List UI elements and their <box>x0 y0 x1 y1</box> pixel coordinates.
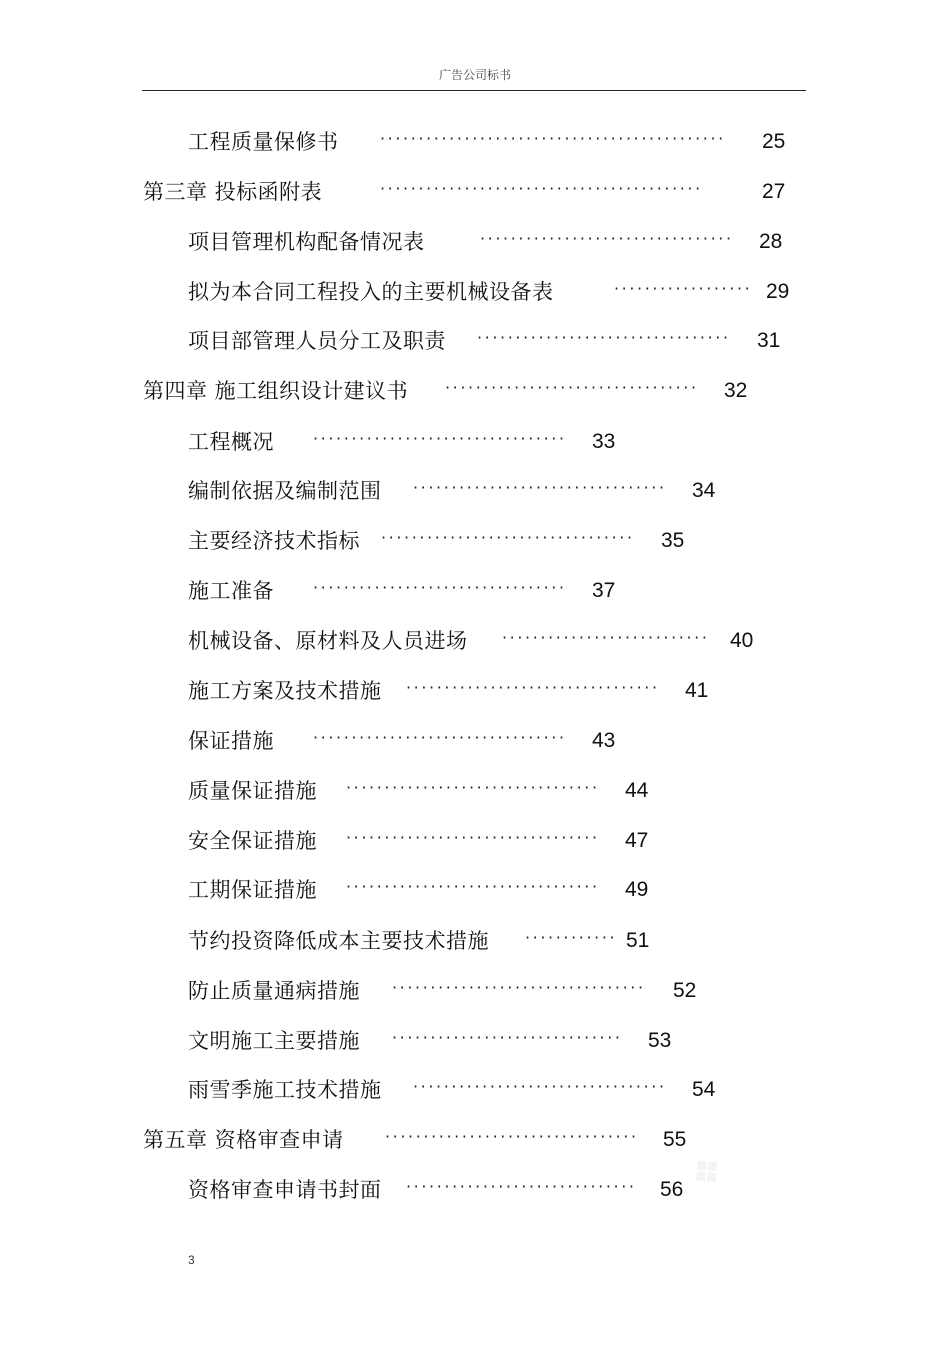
toc-entry-title: 施工方案及技术措施 <box>188 679 382 703</box>
toc-entry-title: 施工准备 <box>188 579 274 603</box>
toc-entry <box>0 427 950 457</box>
toc-entry-title: 工期保证措施 <box>188 878 317 902</box>
toc-page-number: 56 <box>660 1178 684 1201</box>
toc-entry <box>0 826 950 856</box>
toc-entry-title: 雨雪季施工技术措施 <box>188 1078 382 1102</box>
toc-dot-leader: ································· <box>477 328 731 347</box>
toc-page-number: 54 <box>692 1078 716 1101</box>
toc-page-number: 52 <box>673 979 697 1002</box>
toc-entry-title: 质量保证措施 <box>188 779 317 803</box>
toc-dot-leader: ······························ <box>406 1177 637 1196</box>
toc-dot-leader: ································· <box>346 828 600 847</box>
toc-page-number: 51 <box>626 929 650 952</box>
toc-entry-title: 主要经济技术指标 <box>188 529 360 553</box>
toc-dot-leader: ································· <box>313 728 567 747</box>
toc-page-number: 43 <box>592 729 616 752</box>
toc-entry-title: 拟为本合同工程投入的主要机械设备表 <box>188 280 554 304</box>
toc-entry <box>0 1075 950 1105</box>
toc-entry <box>0 776 950 806</box>
toc-entry <box>0 875 950 905</box>
toc-dot-leader: ······························ <box>392 1028 623 1047</box>
toc-entry-title: 项目部管理人员分工及职责 <box>188 329 446 353</box>
toc-dot-leader: ································· <box>406 678 660 697</box>
toc-entry-title: 安全保证措施 <box>188 829 317 853</box>
toc-entry-title: 保证措施 <box>188 729 274 753</box>
toc-dot-leader: ············ <box>525 928 618 947</box>
toc-page-number: 34 <box>692 479 716 502</box>
toc-entry-title: 工程概况 <box>188 430 274 454</box>
toc-dot-leader: ································· <box>413 1077 667 1096</box>
toc-page-number: 31 <box>757 329 781 352</box>
toc-entry <box>0 576 950 606</box>
toc-entry <box>0 177 950 207</box>
toc-dot-leader: ································· <box>346 778 600 797</box>
watermark: ❖ <box>679 1144 735 1200</box>
toc-entry <box>0 1026 950 1056</box>
toc-page-number: 53 <box>648 1029 672 1052</box>
toc-dot-leader: ································· <box>346 877 600 896</box>
toc-dot-leader: ············································· <box>380 129 726 148</box>
toc-page-number: 35 <box>661 529 685 552</box>
toc-entry <box>0 626 950 656</box>
toc-entry <box>0 926 950 956</box>
toc-page-number: 33 <box>592 430 616 453</box>
toc-entry <box>0 476 950 506</box>
toc-page-number: 25 <box>762 130 786 153</box>
toc-entry-title: 防止质量通病措施 <box>188 979 360 1003</box>
toc-entry <box>0 127 950 157</box>
toc-dot-leader: ································· <box>313 429 567 448</box>
toc-page-number: 49 <box>625 878 649 901</box>
toc-page-number: 47 <box>625 829 649 852</box>
toc-dot-leader: ································· <box>445 378 699 397</box>
toc-page-number: 27 <box>762 180 786 203</box>
toc-entry-title: 节约投资降低成本主要技术措施 <box>188 929 489 953</box>
toc-page-number: 55 <box>663 1128 687 1151</box>
toc-dot-leader: ································· <box>480 229 734 248</box>
page-header-title: 广告公司标书 <box>438 68 511 82</box>
toc-dot-leader: ·········································· <box>380 179 703 198</box>
toc-entry-title: 第四章 施工组织设计建议书 <box>143 379 409 403</box>
toc-entry <box>0 326 950 356</box>
toc-dot-leader: ································· <box>413 478 667 497</box>
toc-dot-leader: ··························· <box>502 628 710 647</box>
toc-entry <box>0 1175 950 1205</box>
toc-entry <box>0 726 950 756</box>
header-divider <box>142 90 806 91</box>
toc-page-number: 37 <box>592 579 616 602</box>
toc-entry <box>0 277 950 307</box>
toc-dot-leader: ·················· <box>614 279 753 298</box>
toc-entry <box>0 1125 950 1155</box>
toc-entry <box>0 526 950 556</box>
toc-dot-leader: ································· <box>385 1127 639 1146</box>
toc-entry-title: 第三章 投标函附表 <box>143 180 323 204</box>
toc-page-number: 32 <box>724 379 748 402</box>
toc-entry-title: 项目管理机构配备情况表 <box>188 230 425 254</box>
toc-entry-title: 文明施工主要措施 <box>188 1029 360 1053</box>
toc-entry <box>0 676 950 706</box>
toc-entry-title: 资格审查申请书封面 <box>188 1178 382 1202</box>
toc-entry-title: 工程质量保修书 <box>188 130 339 154</box>
toc-page-number: 41 <box>685 679 709 702</box>
toc-entry <box>0 976 950 1006</box>
toc-page-number: 28 <box>759 230 783 253</box>
toc-entry-title: 机械设备、原材料及人员进场 <box>188 629 468 653</box>
toc-dot-leader: ································· <box>392 978 646 997</box>
toc-entry-title: 编制依据及编制范围 <box>188 479 382 503</box>
toc-dot-leader: ································· <box>313 578 567 597</box>
toc-entry <box>0 376 950 406</box>
toc-dot-leader: ································· <box>381 528 635 547</box>
page-number: 3 <box>188 1253 195 1267</box>
toc-page-number: 40 <box>730 629 754 652</box>
toc-entry <box>0 227 950 257</box>
toc-entry-title: 第五章 资格审查申请 <box>143 1128 344 1152</box>
toc-page-number: 44 <box>625 779 649 802</box>
toc-page-number: 29 <box>766 280 790 303</box>
